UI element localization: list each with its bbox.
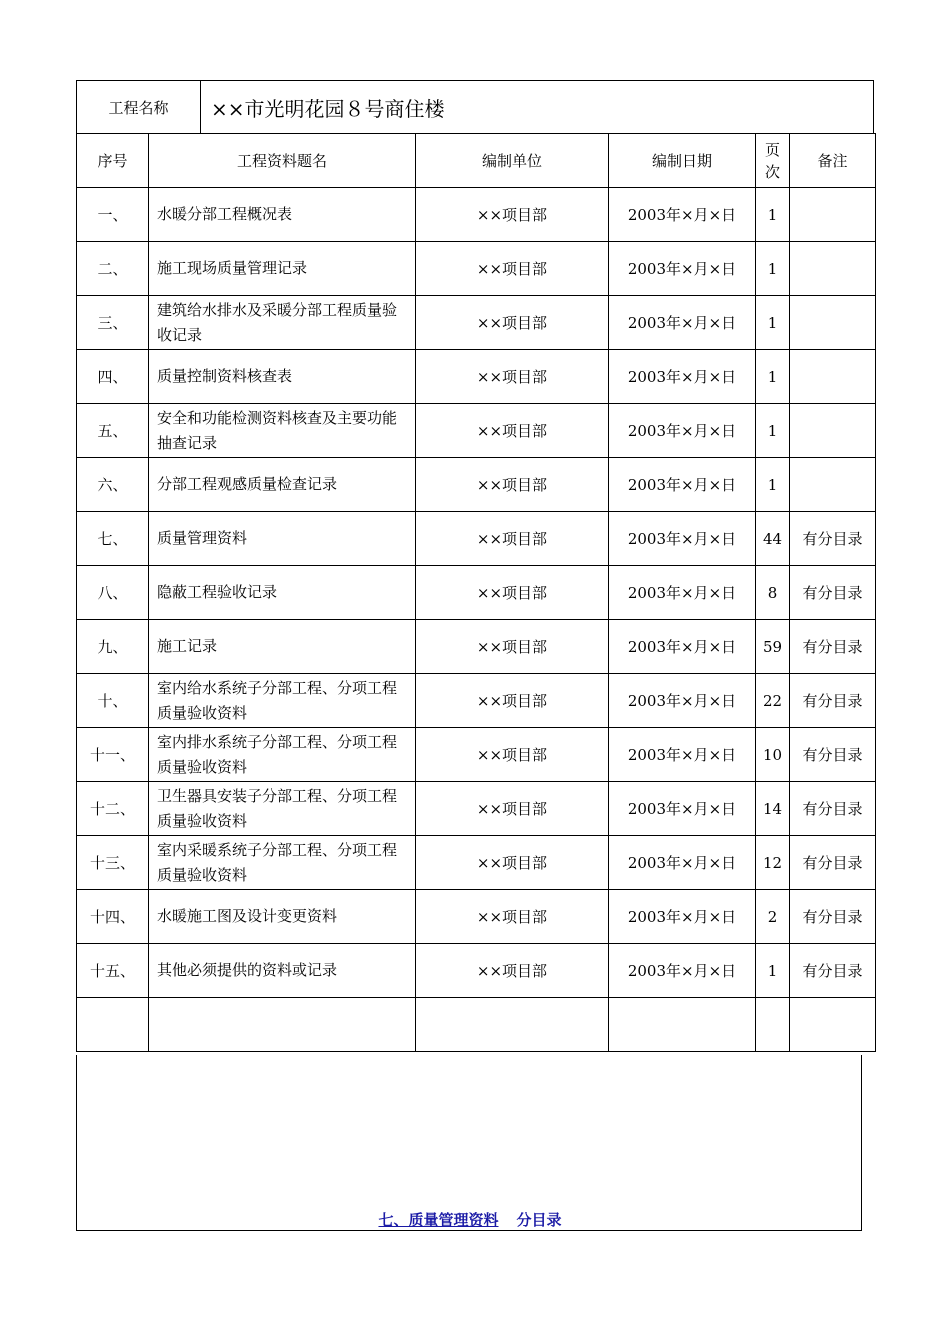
cell-no: 四、: [77, 350, 149, 404]
cell-title: 建筑给水排水及采暖分部工程质量验收记录: [149, 296, 416, 350]
cell-unit: ××项目部: [416, 782, 609, 836]
cell-unit: ××项目部: [416, 512, 609, 566]
cell-remark: [790, 458, 876, 512]
cell-unit: ××项目部: [416, 188, 609, 242]
column-header-pages: 页 次: [756, 134, 790, 188]
cell-date: 2003年×月×日: [609, 782, 756, 836]
cell-remark: [790, 998, 876, 1052]
cell-remark: [790, 404, 876, 458]
cell-unit: ××项目部: [416, 674, 609, 728]
cell-date: 2003年×月×日: [609, 944, 756, 998]
cell-no: 十、: [77, 674, 149, 728]
cell-unit: ××项目部: [416, 890, 609, 944]
table-row: [77, 458, 876, 512]
cell-unit: [416, 998, 609, 1052]
cell-unit: ××项目部: [416, 566, 609, 620]
cell-pages: 1: [756, 296, 790, 350]
column-header-date: 编制日期: [609, 134, 756, 188]
project-name-value: ××市光明花园８号商住楼: [211, 96, 445, 121]
table-body: [77, 188, 876, 1052]
cell-pages: 14: [756, 782, 790, 836]
cell-unit: ××项目部: [416, 620, 609, 674]
cell-date: 2003年×月×日: [609, 674, 756, 728]
cell-pages: 59: [756, 620, 790, 674]
cell-title: 质量控制资料核查表: [149, 350, 416, 404]
cell-remark: [790, 296, 876, 350]
cell-no: 五、: [77, 404, 149, 458]
column-header-remark: 备注: [790, 134, 876, 188]
table-row: [77, 242, 876, 296]
cell-no: 一、: [77, 188, 149, 242]
cell-title: 其他必须提供的资料或记录: [149, 944, 416, 998]
cell-title: 施工现场质量管理记录: [149, 242, 416, 296]
cell-title: 水暖分部工程概况表: [149, 188, 416, 242]
sub-catalog-suffix: 分目录: [516, 1211, 562, 1229]
table-row: [77, 998, 876, 1052]
cell-remark: 有分目录: [790, 944, 876, 998]
cell-no: 九、: [77, 620, 149, 674]
column-header-title: 工程资料题名: [149, 134, 416, 188]
cell-pages: 10: [756, 728, 790, 782]
cell-title: 隐蔽工程验收记录: [149, 566, 416, 620]
cell-title: 卫生器具安装子分部工程、分项工程质量验收资料: [149, 782, 416, 836]
table-row: [77, 674, 876, 728]
cell-title: [149, 998, 416, 1052]
cell-no: 二、: [77, 242, 149, 296]
cell-title: 安全和功能检测资料核查及主要功能抽查记录: [149, 404, 416, 458]
catalog-table: [76, 133, 876, 1052]
cell-date: 2003年×月×日: [609, 512, 756, 566]
cell-no: 十一、: [77, 728, 149, 782]
table-row: [77, 188, 876, 242]
cell-remark: 有分目录: [790, 836, 876, 890]
cell-remark: [790, 242, 876, 296]
cell-title: 施工记录: [149, 620, 416, 674]
cell-pages: 1: [756, 404, 790, 458]
cell-title: 室内采暖系统子分部工程、分项工程质量验收资料: [149, 836, 416, 890]
cell-unit: ××项目部: [416, 404, 609, 458]
table-row: [77, 620, 876, 674]
cell-remark: 有分目录: [790, 566, 876, 620]
cell-pages: 8: [756, 566, 790, 620]
cell-pages: 22: [756, 674, 790, 728]
cell-remark: 有分目录: [790, 512, 876, 566]
cell-unit: ××项目部: [416, 242, 609, 296]
cell-unit: ××项目部: [416, 458, 609, 512]
cell-unit: ××项目部: [416, 836, 609, 890]
project-name-row: [76, 80, 874, 134]
cell-remark: 有分目录: [790, 674, 876, 728]
table-row: [77, 296, 876, 350]
cell-no: 十五、: [77, 944, 149, 998]
cell-pages: 1: [756, 188, 790, 242]
table-row: [77, 944, 876, 998]
cell-pages: 1: [756, 350, 790, 404]
cell-unit: ××项目部: [416, 944, 609, 998]
table-row: [77, 782, 876, 836]
cell-pages: 2: [756, 890, 790, 944]
table-row: [77, 350, 876, 404]
cell-no: 七、: [77, 512, 149, 566]
project-name-label: 工程名称: [77, 81, 201, 133]
cell-remark: [790, 188, 876, 242]
table-row: [77, 836, 876, 890]
cell-date: 2003年×月×日: [609, 296, 756, 350]
sub-catalog-heading[interactable]: [0, 1209, 940, 1230]
sub-catalog-link[interactable]: 七、质量管理资料: [378, 1211, 499, 1229]
cell-no: 十三、: [77, 836, 149, 890]
cell-date: [609, 998, 756, 1052]
table-row: [77, 890, 876, 944]
cell-unit: ××项目部: [416, 728, 609, 782]
table-header-row: [77, 134, 876, 188]
cell-title: 室内排水系统子分部工程、分项工程质量验收资料: [149, 728, 416, 782]
cell-pages: [756, 998, 790, 1052]
cell-remark: 有分目录: [790, 728, 876, 782]
column-header-unit: 编制单位: [416, 134, 609, 188]
cell-title: 室内给水系统子分部工程、分项工程质量验收资料: [149, 674, 416, 728]
cell-date: 2003年×月×日: [609, 404, 756, 458]
cell-title: 水暖施工图及设计变更资料: [149, 890, 416, 944]
cell-unit: ××项目部: [416, 350, 609, 404]
cell-remark: 有分目录: [790, 890, 876, 944]
cell-no: 三、: [77, 296, 149, 350]
table-row: [77, 512, 876, 566]
cell-date: 2003年×月×日: [609, 188, 756, 242]
cell-date: 2003年×月×日: [609, 458, 756, 512]
cell-pages: 1: [756, 944, 790, 998]
cell-date: 2003年×月×日: [609, 620, 756, 674]
cell-remark: 有分目录: [790, 620, 876, 674]
cell-title: 分部工程观感质量检查记录: [149, 458, 416, 512]
cell-date: 2003年×月×日: [609, 890, 756, 944]
table-row: [77, 728, 876, 782]
lower-frame: [76, 1055, 862, 1231]
cell-date: 2003年×月×日: [609, 242, 756, 296]
cell-date: 2003年×月×日: [609, 350, 756, 404]
cell-no: 六、: [77, 458, 149, 512]
cell-unit: ××项目部: [416, 296, 609, 350]
cell-pages: 1: [756, 242, 790, 296]
cell-date: 2003年×月×日: [609, 566, 756, 620]
cell-date: 2003年×月×日: [609, 728, 756, 782]
table-row: [77, 404, 876, 458]
cell-pages: 12: [756, 836, 790, 890]
cell-pages: 1: [756, 458, 790, 512]
cell-no: [77, 998, 149, 1052]
cell-remark: 有分目录: [790, 782, 876, 836]
cell-title: 质量管理资料: [149, 512, 416, 566]
cell-no: 十四、: [77, 890, 149, 944]
cell-no: 八、: [77, 566, 149, 620]
table-row: [77, 566, 876, 620]
cell-date: 2003年×月×日: [609, 836, 756, 890]
cell-pages: 44: [756, 512, 790, 566]
cell-no: 十二、: [77, 782, 149, 836]
column-header-no: 序号: [77, 134, 149, 188]
cell-remark: [790, 350, 876, 404]
